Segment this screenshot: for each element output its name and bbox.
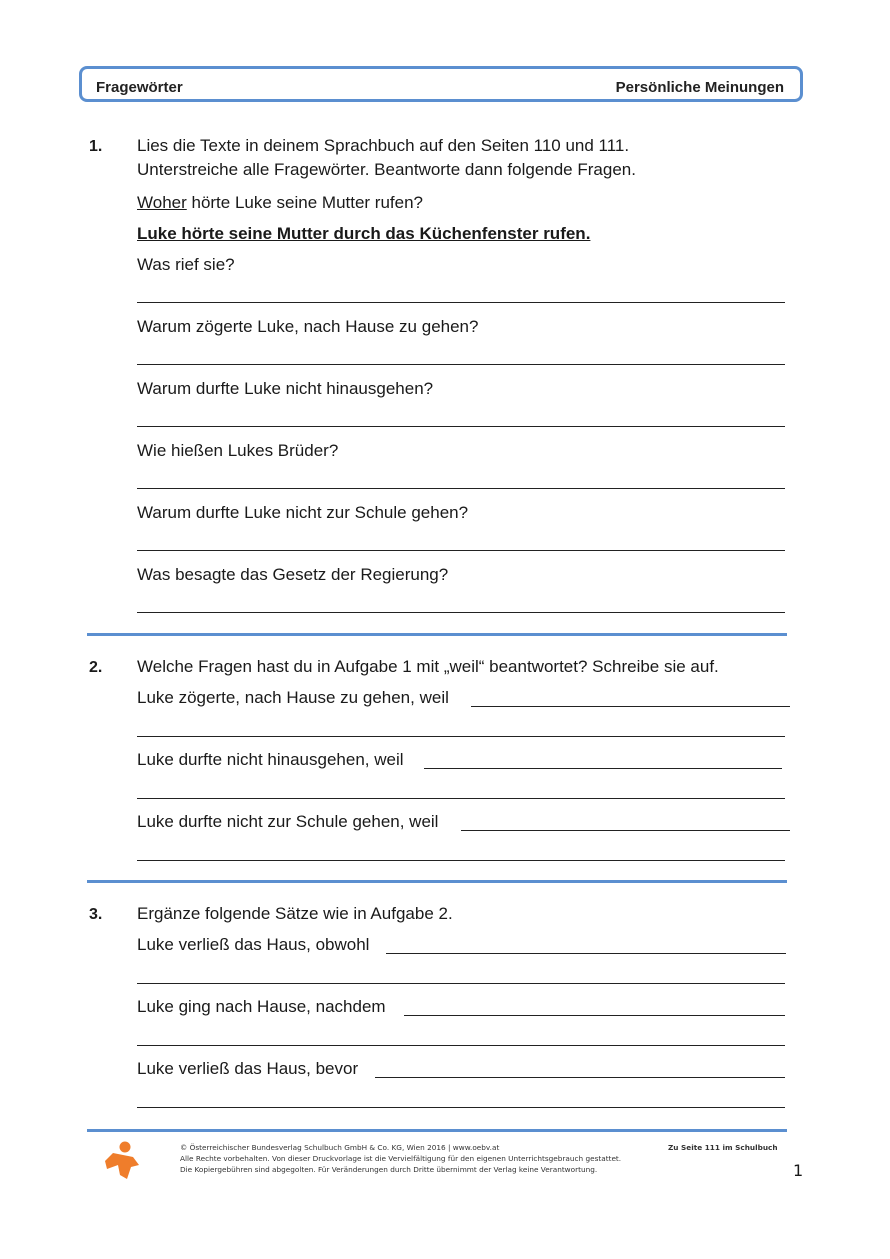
- page-number: 1: [793, 1161, 804, 1180]
- task1-question: Warum zögerte Luke, nach Hause zu gehen?: [137, 317, 479, 336]
- answer-line[interactable]: [137, 302, 785, 303]
- footer-schoolbook-ref: Zu Seite 111 im Schulbuch: [668, 1143, 778, 1152]
- answer-line[interactable]: [137, 488, 785, 489]
- task1-instruction-1: Lies die Texte in deinem Sprachbuch auf den Seiten 110 und 111.: [137, 136, 630, 155]
- header-section: Persönliche Meinungen: [615, 79, 784, 96]
- publisher-logo-icon: [103, 1141, 141, 1181]
- header-topic: Fragewörter: [96, 79, 183, 96]
- answer-line[interactable]: [137, 426, 785, 427]
- answer-line[interactable]: [424, 768, 782, 769]
- task2-prompt: Luke zögerte, nach Hause zu gehen, weil: [137, 688, 449, 707]
- task1-question: Wie hießen Lukes Brüder?: [137, 441, 339, 460]
- task3-prompt: Luke verließ das Haus, bevor: [137, 1059, 359, 1078]
- task2-prompt: Luke durfte nicht zur Schule gehen, weil: [137, 812, 439, 831]
- answer-line[interactable]: [137, 798, 785, 799]
- task1-question: Was rief sie?: [137, 255, 235, 274]
- answer-line[interactable]: [461, 830, 790, 831]
- answer-line[interactable]: [137, 612, 785, 613]
- task3-prompt: Luke verließ das Haus, obwohl: [137, 935, 370, 954]
- answer-line[interactable]: [137, 1045, 785, 1046]
- answer-line[interactable]: [137, 1107, 785, 1108]
- footer-rights: Alle Rechte vorbehalten. Von dieser Druckvorlage ist die Vervielfältigung für den eigenen Unterrichtsgebrauch gestattet.: [180, 1154, 622, 1163]
- example-question-word: Woher: [137, 193, 187, 212]
- task1-example-question: [137, 193, 423, 213]
- answer-line[interactable]: [471, 706, 790, 707]
- task1-instruction-2: Unterstreiche alle Fragewörter. Beantworte dann folgende Fragen.: [137, 160, 636, 179]
- answer-line[interactable]: [137, 550, 785, 551]
- section-divider: [87, 633, 787, 636]
- answer-line[interactable]: [404, 1015, 785, 1016]
- task3-prompt: Luke ging nach Hause, nachdem: [137, 997, 386, 1016]
- task1-number: 1.: [89, 138, 103, 155]
- answer-line[interactable]: [137, 364, 785, 365]
- footer-fees: Die Kopiergebühren sind abgegolten. Für Veränderungen durch Dritte übernimmt der Verlag keine Verantwortung.: [180, 1165, 598, 1174]
- task3-number: 3.: [89, 906, 103, 923]
- answer-line[interactable]: [386, 953, 786, 954]
- task3-instruction: Ergänze folgende Sätze wie in Aufgabe 2.: [137, 904, 453, 923]
- task1-example-answer: Luke hörte seine Mutter durch das Küchenfenster rufen.: [137, 224, 591, 243]
- task1-question: Was besagte das Gesetz der Regierung?: [137, 565, 449, 584]
- task1-question: Warum durfte Luke nicht zur Schule gehen?: [137, 503, 469, 522]
- task2-instruction: Welche Fragen hast du in Aufgabe 1 mit „weil“ beantwortet? Schreibe sie auf.: [137, 657, 719, 676]
- example-question-rest: hörte Luke seine Mutter rufen?: [186, 193, 424, 212]
- answer-line[interactable]: [137, 983, 785, 984]
- answer-line[interactable]: [375, 1077, 785, 1078]
- task2-number: 2.: [89, 659, 103, 676]
- answer-line[interactable]: [137, 736, 785, 737]
- task1-question: Warum durfte Luke nicht hinausgehen?: [137, 379, 434, 398]
- footer-divider: [87, 1129, 787, 1132]
- task2-prompt: Luke durfte nicht hinausgehen, weil: [137, 750, 404, 769]
- footer-copyright: © Österreichischer Bundesverlag Schulbuch GmbH & Co. KG, Wien 2016 | www.oebv.at: [180, 1143, 500, 1152]
- answer-line[interactable]: [137, 860, 785, 861]
- section-divider: [87, 880, 787, 883]
